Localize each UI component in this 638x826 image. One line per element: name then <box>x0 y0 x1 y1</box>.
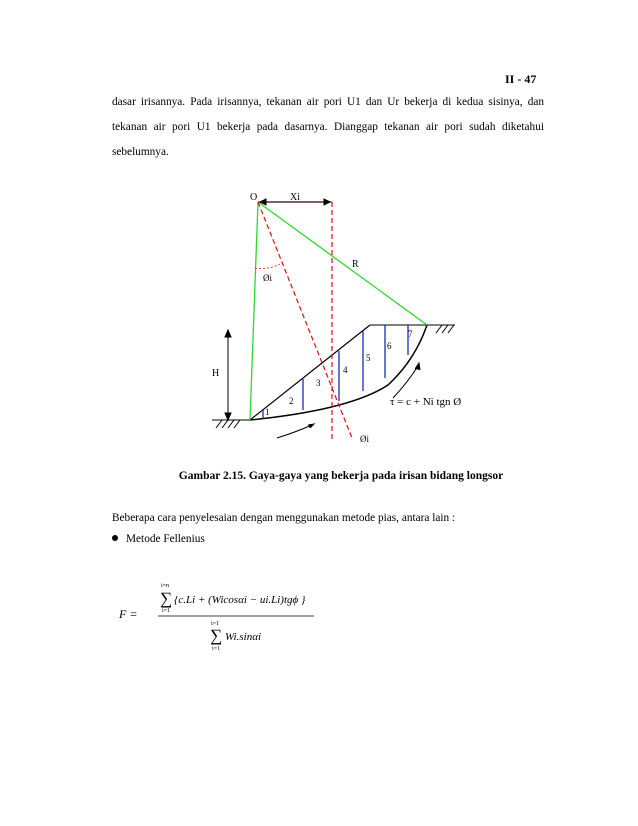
sum-top-sigma: ∑ <box>160 589 173 608</box>
reference-lines <box>258 202 352 440</box>
slice-boundaries <box>263 325 408 419</box>
label-xi: Xi <box>290 192 300 203</box>
label-h: H <box>212 368 220 379</box>
angle-arc-top <box>255 264 280 269</box>
paragraph-line-3: sebelumnya. <box>112 146 169 158</box>
bullet-fellenius-label: Metode Fellenius <box>126 533 205 545</box>
ground-left <box>212 420 250 428</box>
slice-label-3: 3 <box>316 378 321 388</box>
shear-equation: τ = c + Ni tgn Ø <box>390 396 462 408</box>
height-dimension <box>225 330 231 420</box>
fellenius-formula <box>112 560 372 670</box>
slice-label-1: 1 <box>265 407 270 417</box>
label-oi-top: Øi <box>263 273 272 283</box>
slice-label-2: 2 <box>289 396 294 406</box>
bullet-dot-icon <box>112 535 118 541</box>
sum-bot-upper: i=1 <box>211 621 220 627</box>
slice-label-5: 5 <box>366 353 371 363</box>
slice-label-6: 6 <box>387 341 392 351</box>
sum-top-lower: i=1 <box>162 608 171 614</box>
bullet-fellenius <box>112 533 205 545</box>
figure-caption: Gambar 2.15. Gaya-gaya yang bekerja pada irisan bidang longsor <box>178 470 504 482</box>
sum-top-upper: i=n <box>161 583 170 589</box>
paragraph-line-2: tekanan air pori U1 bekerja pada dasarnya. Dianggap tekanan air pori sudah diketahui <box>112 121 544 133</box>
numerator: {c.Li + (Wicosαi − ui.Li)tgϕ } <box>174 594 306 606</box>
slice-label-7: 7 <box>408 329 413 339</box>
sum-bot-lower: i=1 <box>212 646 221 652</box>
label-oi-bottom: Øi <box>360 434 369 444</box>
sum-bot-sigma: ∑ <box>210 626 223 645</box>
intro-text: Beberapa cara penyelesaian dengan menggunakan metode pias, antara lain : <box>112 512 456 524</box>
denominator: Wi.sinαi <box>225 631 262 643</box>
slice-label-4: 4 <box>343 365 348 375</box>
label-o: O <box>250 192 258 203</box>
paragraph-line-1: dasar irisannya. Pada irisannya, tekanan air pori U1 dan Ur bekerja di kedua sisinya, dan <box>112 96 544 108</box>
page-number: II - 47 <box>505 72 537 86</box>
slope-surface <box>250 325 370 420</box>
ground-right <box>370 325 455 333</box>
formula-lhs: F = <box>119 607 138 621</box>
label-r: R <box>352 259 359 270</box>
